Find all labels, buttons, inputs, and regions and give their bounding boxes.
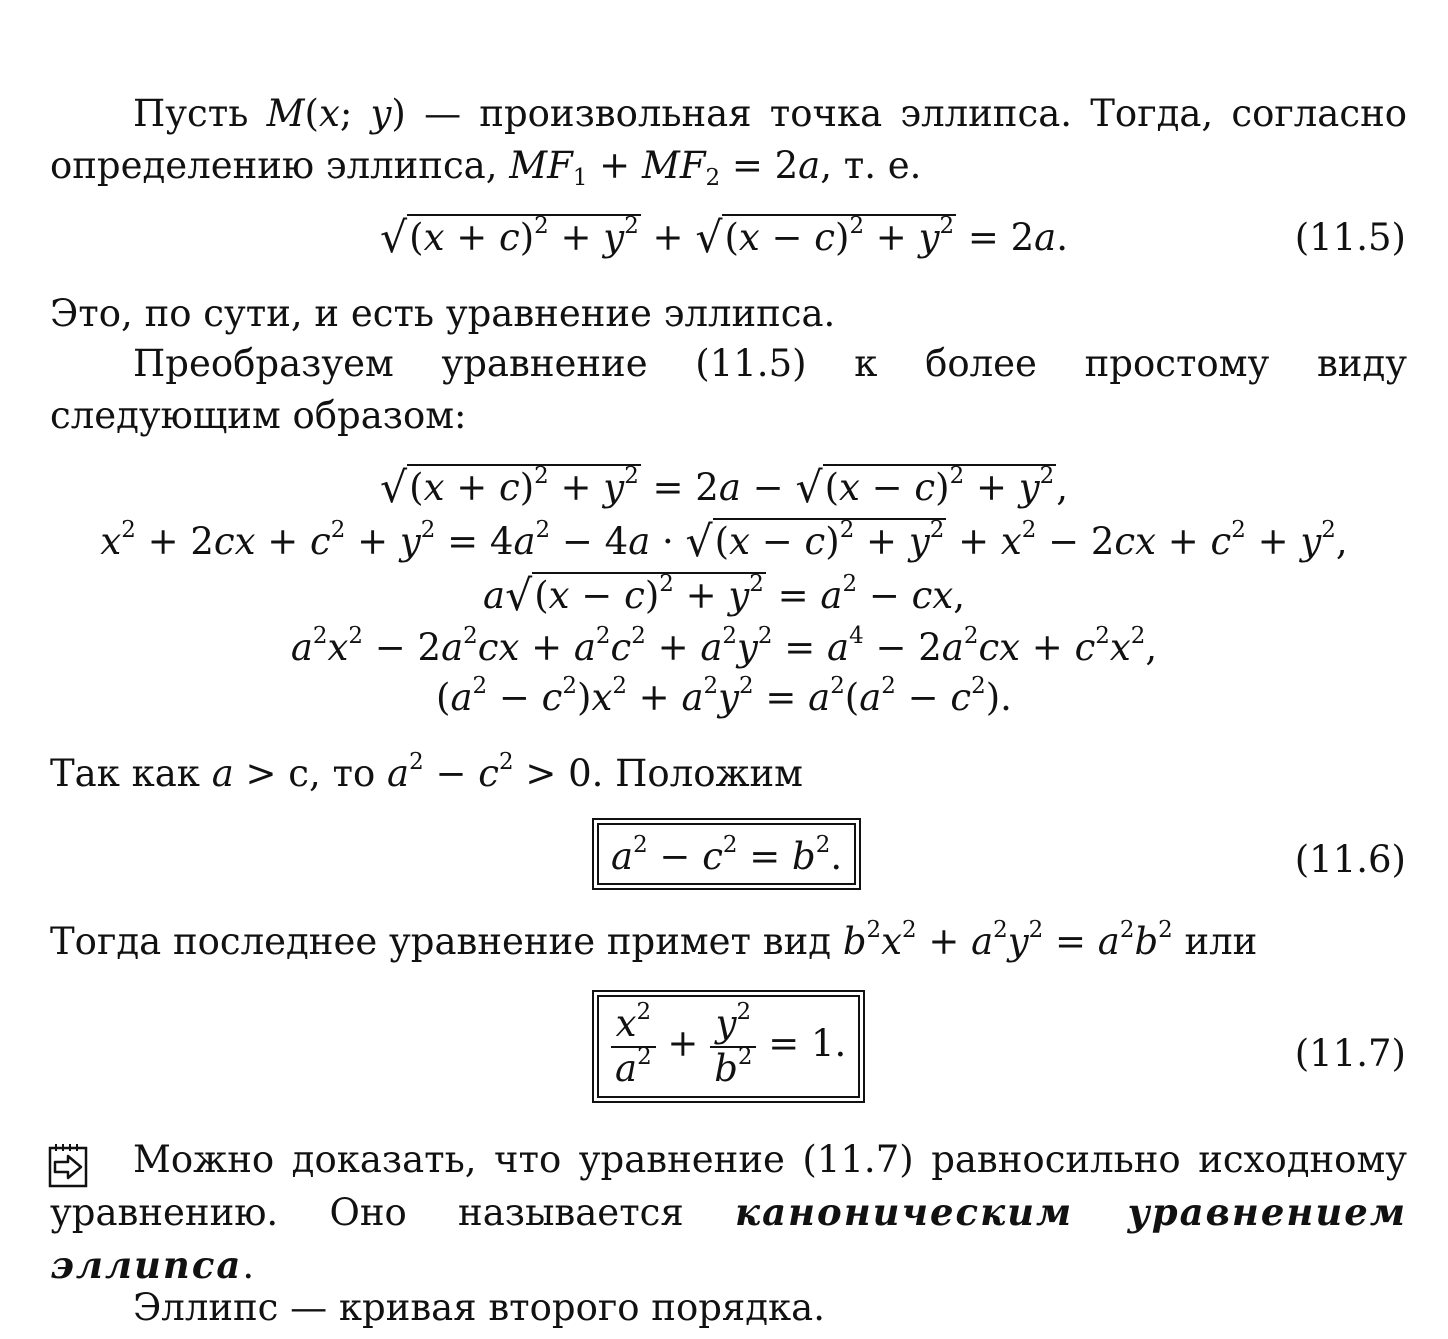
equation-number-11-5: (11.5) [1294,216,1406,259]
boxed-equation-11-6: $a^2 - c^2 = b^2$. [592,818,861,890]
derivation-line-2: $x^2 + 2cx + c^2 + y^2 = 4a^2 - 4a \cdot √(x - c)^2 + y^2 + x^2 - 2cx + c^2 + y^2$, [100,516,1348,568]
derivation-line-5: $(a^2 - c^2)x^2 + a^2y^2 = a^2(a^2 - c^2)$. [436,672,1012,719]
equation-number-11-6: (11.6) [1294,838,1406,881]
boxed-equation-11-7: $\frac{x^2}{a^2}$ + $\frac{y^2}{b^2}$ = 1. [592,990,865,1103]
derivation-line-3: $a√(x - c)^2 + y^2 = a^2$ − cx, [483,570,965,622]
derivation-line-4: $a^2x^2 - 2a^2cx + a^2c^2 + a^2y^2 = a^4 - 2a^2cx + c^2x^2$, [290,622,1158,669]
paragraph-this-is-equation: Это, по сути, и есть уравнение эллипса. [50,292,836,335]
note-canonical: Можно доказать, что уравнение (11.7) равносильно исходному уравнению. Оно называется каноническим уравнением эллипса. [50,1138,1408,1287]
fraction-y: $\frac{y^2}{b^2}$ [710,1003,756,1090]
equation-11-5: $√(x + c)^2 + y^2 + √(x - c)^2 + y^2 = 2a$. [380,212,1068,264]
paragraph-intro: Пусть M(x; y) — произвольная точка эллипса. Тогда, согласно определению эллипса, $MF_1 + MF_2 = 2a$, т. е. [50,92,1408,191]
paragraph-second-order: Эллипс — кривая второго порядка. [133,1286,825,1329]
paragraph-since: Так как a > c, то $a^2 - c^2 > 0$. Положим [50,748,803,795]
equation-number-11-7: (11.7) [1294,1032,1406,1075]
derivation-line-1: $√(x + c)^2 + y^2 = 2a - √(x - c)^2 + y^2$, [380,462,1068,514]
paragraph-then: Тогда последнее уравнение примет вид $b^2x^2 + a^2y^2 = a^2b^2$ или [50,916,1258,963]
fraction-x: $\frac{x^2}{a^2}$ [611,1003,656,1090]
paragraph-transform: Преобразуем уравнение (11.5) к более простому виду следующим образом: [50,342,1407,437]
term-canonical-ellipse: каноническим уравнением эллипса [50,1190,1408,1287]
